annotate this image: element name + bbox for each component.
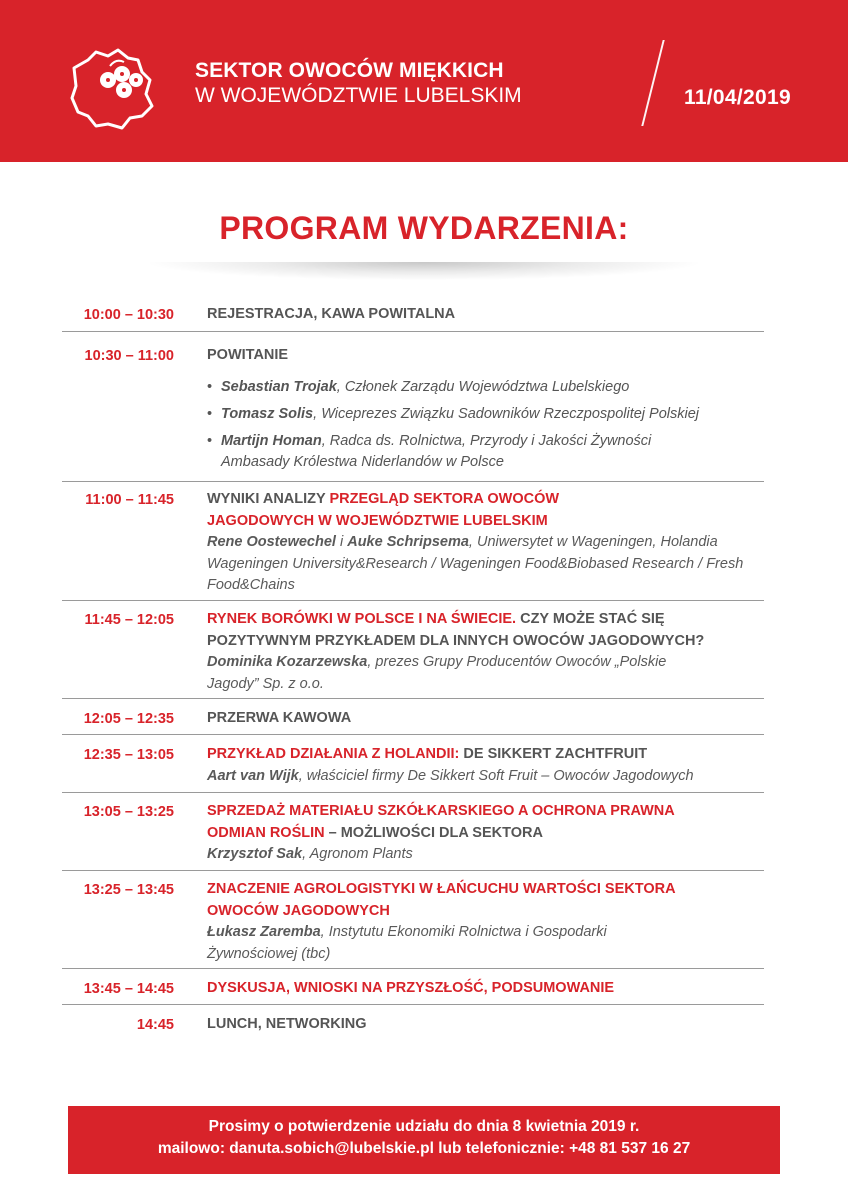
speaker-line	[207, 844, 727, 866]
page-title: PROGRAM WYDARZENIA:	[219, 210, 629, 246]
speaker-line	[207, 532, 757, 597]
speaker-line	[207, 652, 677, 695]
event-title-line1: SEKTOR OWOCÓW MIĘKKICH	[195, 59, 504, 82]
row-divider	[62, 1004, 764, 1005]
rsvp-line2: mailowo: danuta.sobich@lubelskie.pl lub telefonicznie: +48 81 537 16 27	[157, 1140, 691, 1157]
agenda-time: 14:45	[136, 1017, 174, 1033]
speaker-desc: , Uniwersytet w Wageningen, Holandia Wageningen University&Research / Wageningen Food&Biobased Research / Fresh Food&Chains	[207, 534, 744, 593]
agenda-title: LUNCH, NETWORKING	[207, 1016, 367, 1032]
agenda-row	[0, 304, 848, 326]
speaker-desc: , Agronom Plants	[302, 846, 413, 862]
agenda-time: 12:05 – 12:35	[83, 711, 174, 727]
row-divider	[62, 698, 764, 699]
speaker-name: Rene Oostewechel	[207, 534, 336, 550]
row-divider	[62, 734, 764, 735]
agenda-row	[0, 978, 848, 1000]
rsvp-footer	[68, 1106, 780, 1174]
agenda-row	[0, 879, 848, 965]
agenda-title-plain: CZY MOŻE STAĆ SIĘ POZYTYWNYM PRZYKŁADEM DLA INNYCH OWOCÓW JAGODOWYCH?	[207, 611, 705, 649]
row-divider	[62, 968, 764, 969]
agenda-title-highlight: ZNACZENIE AGROLOGISTYKI W ŁAŃCUCHU WARTOŚCI SEKTORA OWOCÓW JAGODOWYCH	[207, 881, 676, 919]
speaker-desc: , Członek Zarządu Województwa Lubelskiego	[336, 378, 630, 395]
speaker-desc: , prezes Grupy Producentów Owoców „Polskie Jagody” Sp. z o.o.	[207, 654, 667, 692]
agenda-time: 10:30 – 11:00	[84, 348, 174, 364]
title-shadow	[150, 262, 698, 280]
row-divider	[62, 792, 764, 793]
agenda-row	[0, 801, 848, 866]
speaker-name: Tomasz Solis	[221, 405, 314, 422]
speaker-name: Aart van Wijk	[207, 767, 299, 784]
speaker-name: Krzysztof Sak	[207, 846, 303, 862]
agenda-title-highlight: PRZEGLĄD SEKTORA OWOCÓW JAGODOWYCH W WOJEWÓDZTWIE LUBELSKIM	[207, 491, 560, 529]
speaker-line	[207, 922, 677, 965]
row-divider	[62, 331, 764, 332]
agenda-title: REJESTRACJA, KAWA POWITALNA	[207, 306, 456, 322]
agenda-row	[0, 708, 848, 730]
agenda-title-plain: WYNIKI ANALIZY	[207, 491, 330, 507]
speaker-and: i	[335, 534, 348, 550]
agenda-row	[0, 744, 848, 787]
header-banner	[0, 0, 848, 162]
agenda-time: 13:25 – 13:45	[83, 882, 174, 898]
rsvp-line1: Prosimy o potwierdzenie udziału do dnia 8 kwietnia 2019 r.	[208, 1118, 640, 1135]
speaker-item	[207, 404, 767, 425]
agenda-row	[0, 609, 848, 695]
event-title-line2: W WOJEWÓDZTWIE LUBELSKIM	[195, 84, 522, 107]
agenda-title-highlight: RYNEK BORÓWKI W POLSCE I NA ŚWIECIE.	[207, 611, 517, 627]
agenda-time: 10:00 – 10:30	[83, 307, 174, 323]
speaker-item	[207, 431, 707, 473]
agenda-title-plain: – MOŻLIWOŚCI DLA SEKTORA	[324, 824, 543, 841]
speaker-desc: , Radca ds. Rolnictwa, Przyrody i Jakości Żywności Ambasady Królestwa Niderlandów w Polsce	[221, 432, 652, 470]
row-divider	[62, 481, 764, 482]
event-date: 11/04/2019	[684, 86, 791, 109]
speaker-desc: , właściciel firmy De Sikkert Soft Fruit – Owoców Jagodowych	[298, 767, 694, 784]
agenda-row	[0, 345, 848, 479]
agenda-time: 11:45 – 12:05	[84, 612, 174, 628]
header-divider	[641, 40, 664, 126]
agenda-title: PRZERWA KAWOWA	[207, 710, 352, 726]
agenda-title-highlight: DYSKUSJA, WNIOSKI NA PRZYSZŁOŚĆ, PODSUMOWANIE	[207, 980, 615, 996]
speaker-item	[207, 377, 767, 398]
agenda-title-highlight: PRZYKŁAD DZIAŁANIA Z HOLANDII:	[207, 746, 460, 762]
row-divider	[62, 600, 764, 601]
agenda-time: 12:35 – 13:05	[83, 747, 174, 763]
row-divider	[62, 870, 764, 871]
speaker-name: Sebastian Trojak	[221, 378, 337, 395]
agenda-title: POWITANIE	[207, 347, 289, 363]
speaker-desc: , Wiceprezes Związku Sadowników Rzeczpospolitej Polskiej	[313, 405, 700, 422]
lubelskie-region-fruit-logo	[66, 46, 156, 132]
speaker-name: Martijn Homan	[221, 432, 322, 449]
agenda-row	[0, 489, 848, 597]
speaker-list	[207, 377, 767, 473]
speaker-name: Auke Schripsema	[347, 534, 469, 550]
speaker-line	[207, 766, 767, 788]
speaker-name: Dominika Kozarzewska	[207, 654, 368, 670]
agenda-row	[0, 1014, 848, 1036]
agenda-time: 11:00 – 11:45	[85, 492, 174, 508]
agenda-time: 13:45 – 14:45	[83, 981, 174, 997]
speaker-desc: , Instytutu Ekonomiki Rolnictwa i Gospodarki Żywnościowej (tbc)	[207, 924, 607, 962]
event-title	[195, 58, 522, 108]
agenda-time: 13:05 – 13:25	[83, 804, 174, 820]
speaker-name: Łukasz Zaremba	[207, 924, 321, 940]
agenda-title-highlight: SPRZEDAŻ MATERIAŁU SZKÓŁKARSKIEGO A OCHRONA PRAWNA ODMIAN ROŚLIN	[207, 803, 675, 841]
agenda-title-plain: DE SIKKERT ZACHTFRUIT	[459, 746, 648, 762]
